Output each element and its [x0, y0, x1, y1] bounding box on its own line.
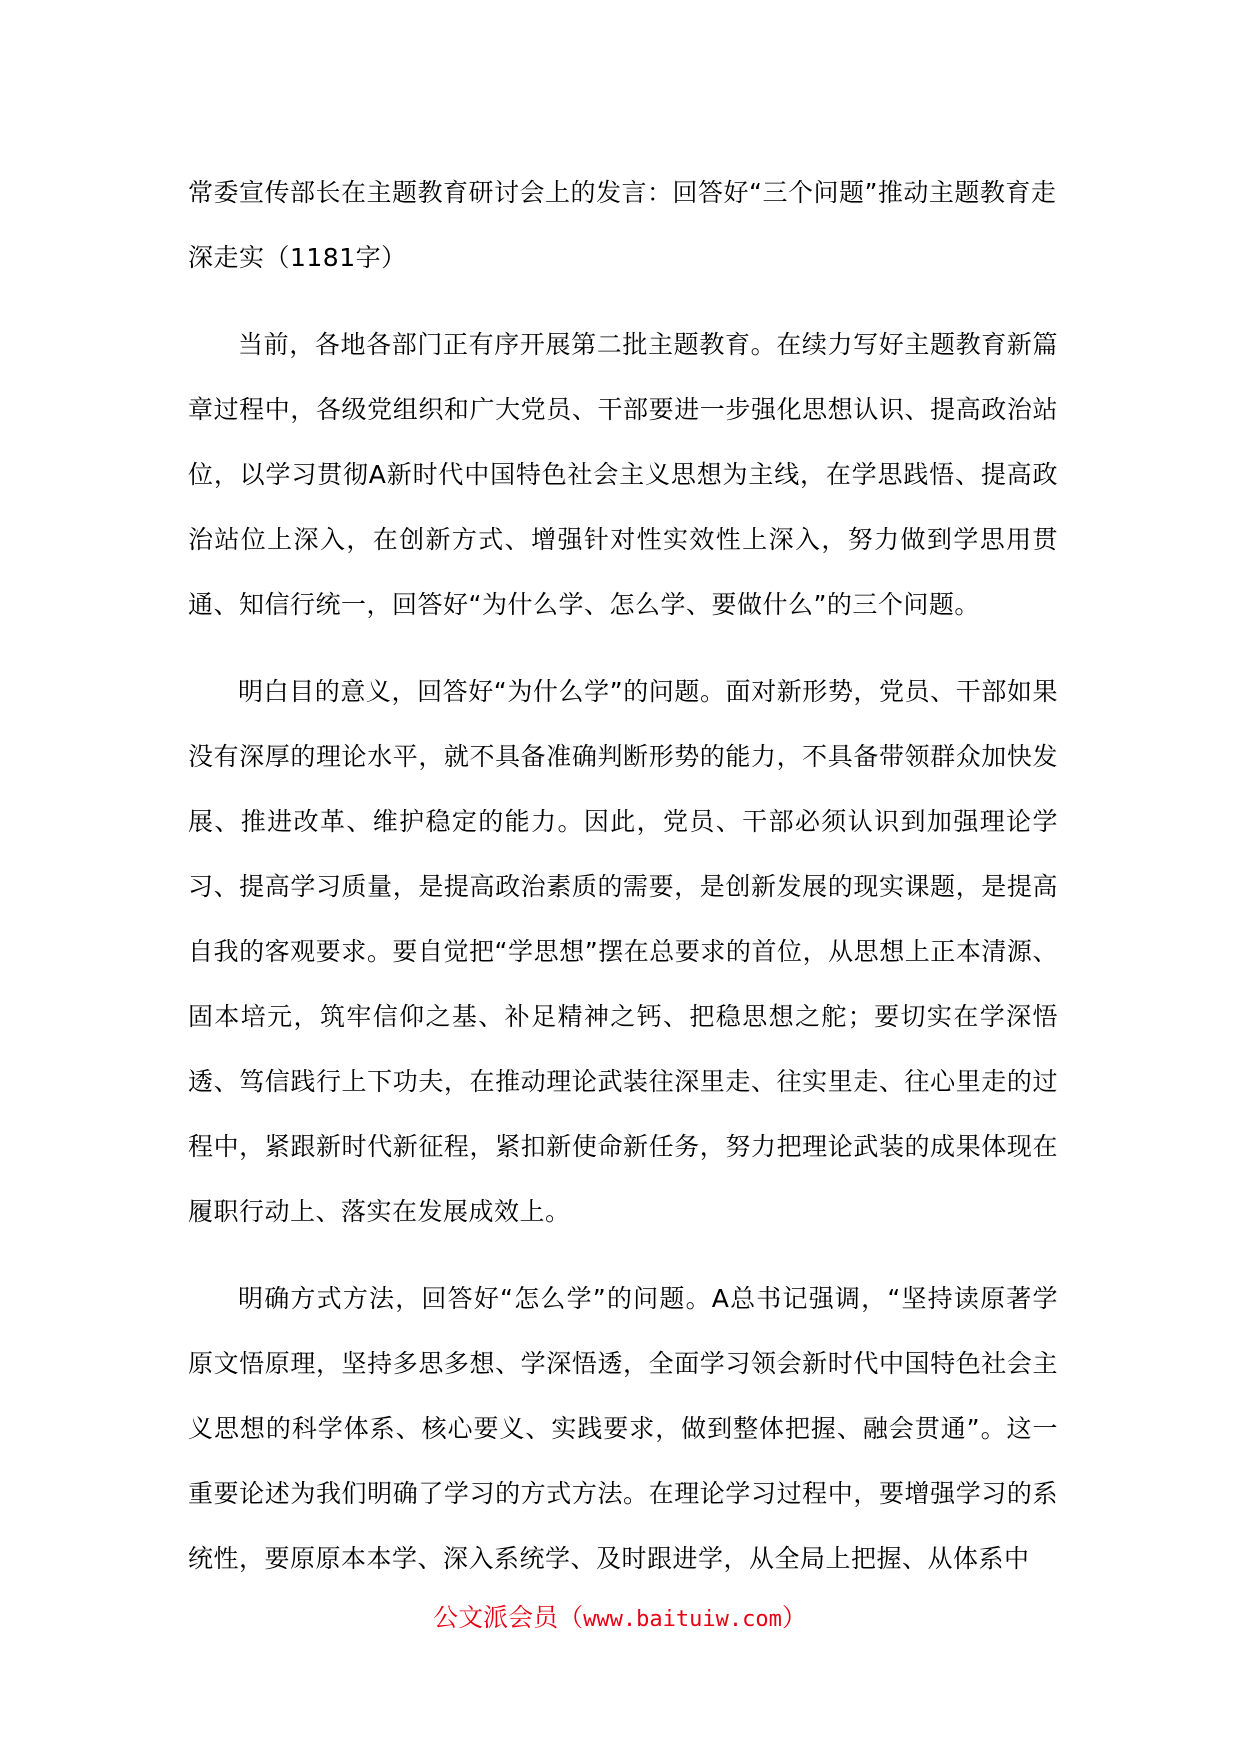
paragraph-intro: 当前，各地各部门正有序开展第二批主题教育。在续力写好主题教育新篇章过程中，各级党组织和广大党员、干部要进一步强化思想认识、提高政治站位，以学习贯彻A新时代中国特色社会主义思想为主线，在学思践悟、提高政治站位上深入，在创新方式、增强针对性实效性上深入，努力做到学思用贯通、知信行统一，回答好“为什么学、怎么学、要做什么”的三个问题。	[188, 330, 1058, 619]
footer-close: ）	[781, 1603, 807, 1632]
footer-watermark	[0, 1598, 1240, 1640]
footer-label: 公文派会员（	[433, 1603, 584, 1632]
footer-url[interactable]: www.baituiw.com	[583, 1607, 782, 1632]
document-title: 常委宣传部长在主题教育研讨会上的发言：回答好“三个问题”推动主题教育走深走实（1181字）	[188, 178, 1057, 272]
paragraph-why-learn: 明白目的意义，回答好“为什么学”的问题。面对新形势，党员、干部如果没有深厚的理论水平，就不具备准确判断形势的能力，不具备带领群众加快发展、推进改革、维护稳定的能力。因此，党员、干部必须认识到加强理论学习、提高学习质量，是提高政治素质的需要，是创新发展的现实课题，是提高自我的客观要求。要自觉把“学思想”摆在总要求的首位，从思想上正本清源、固本培元，筑牢信仰之基、补足精神之钙、把稳思想之舵；要切实在学深悟透、笃信践行上下功夫，在推动理论武装往深里走、往实里走、往心里走的过程中，紧跟新时代新征程，紧扣新使命新任务，努力把理论武装的成果体现在履职行动上、落实在发展成效上。	[188, 677, 1058, 1226]
paragraph-how-learn: 明确方式方法，回答好“怎么学”的问题。A总书记强调，“坚持读原著学原文悟原理，坚持多思多想、学深悟透，全面学习领会新时代中国特色社会主义思想的科学体系、核心要义、实践要求，做到整体把握、融会贯通”。这一重要论述为我们明确了学习的方式方法。在理论学习过程中，要增强学习的系统性，要原原本本学、深入系统学、及时跟进学，从全局上把握、从体系中	[188, 1284, 1058, 1573]
document-body	[188, 160, 1058, 1613]
